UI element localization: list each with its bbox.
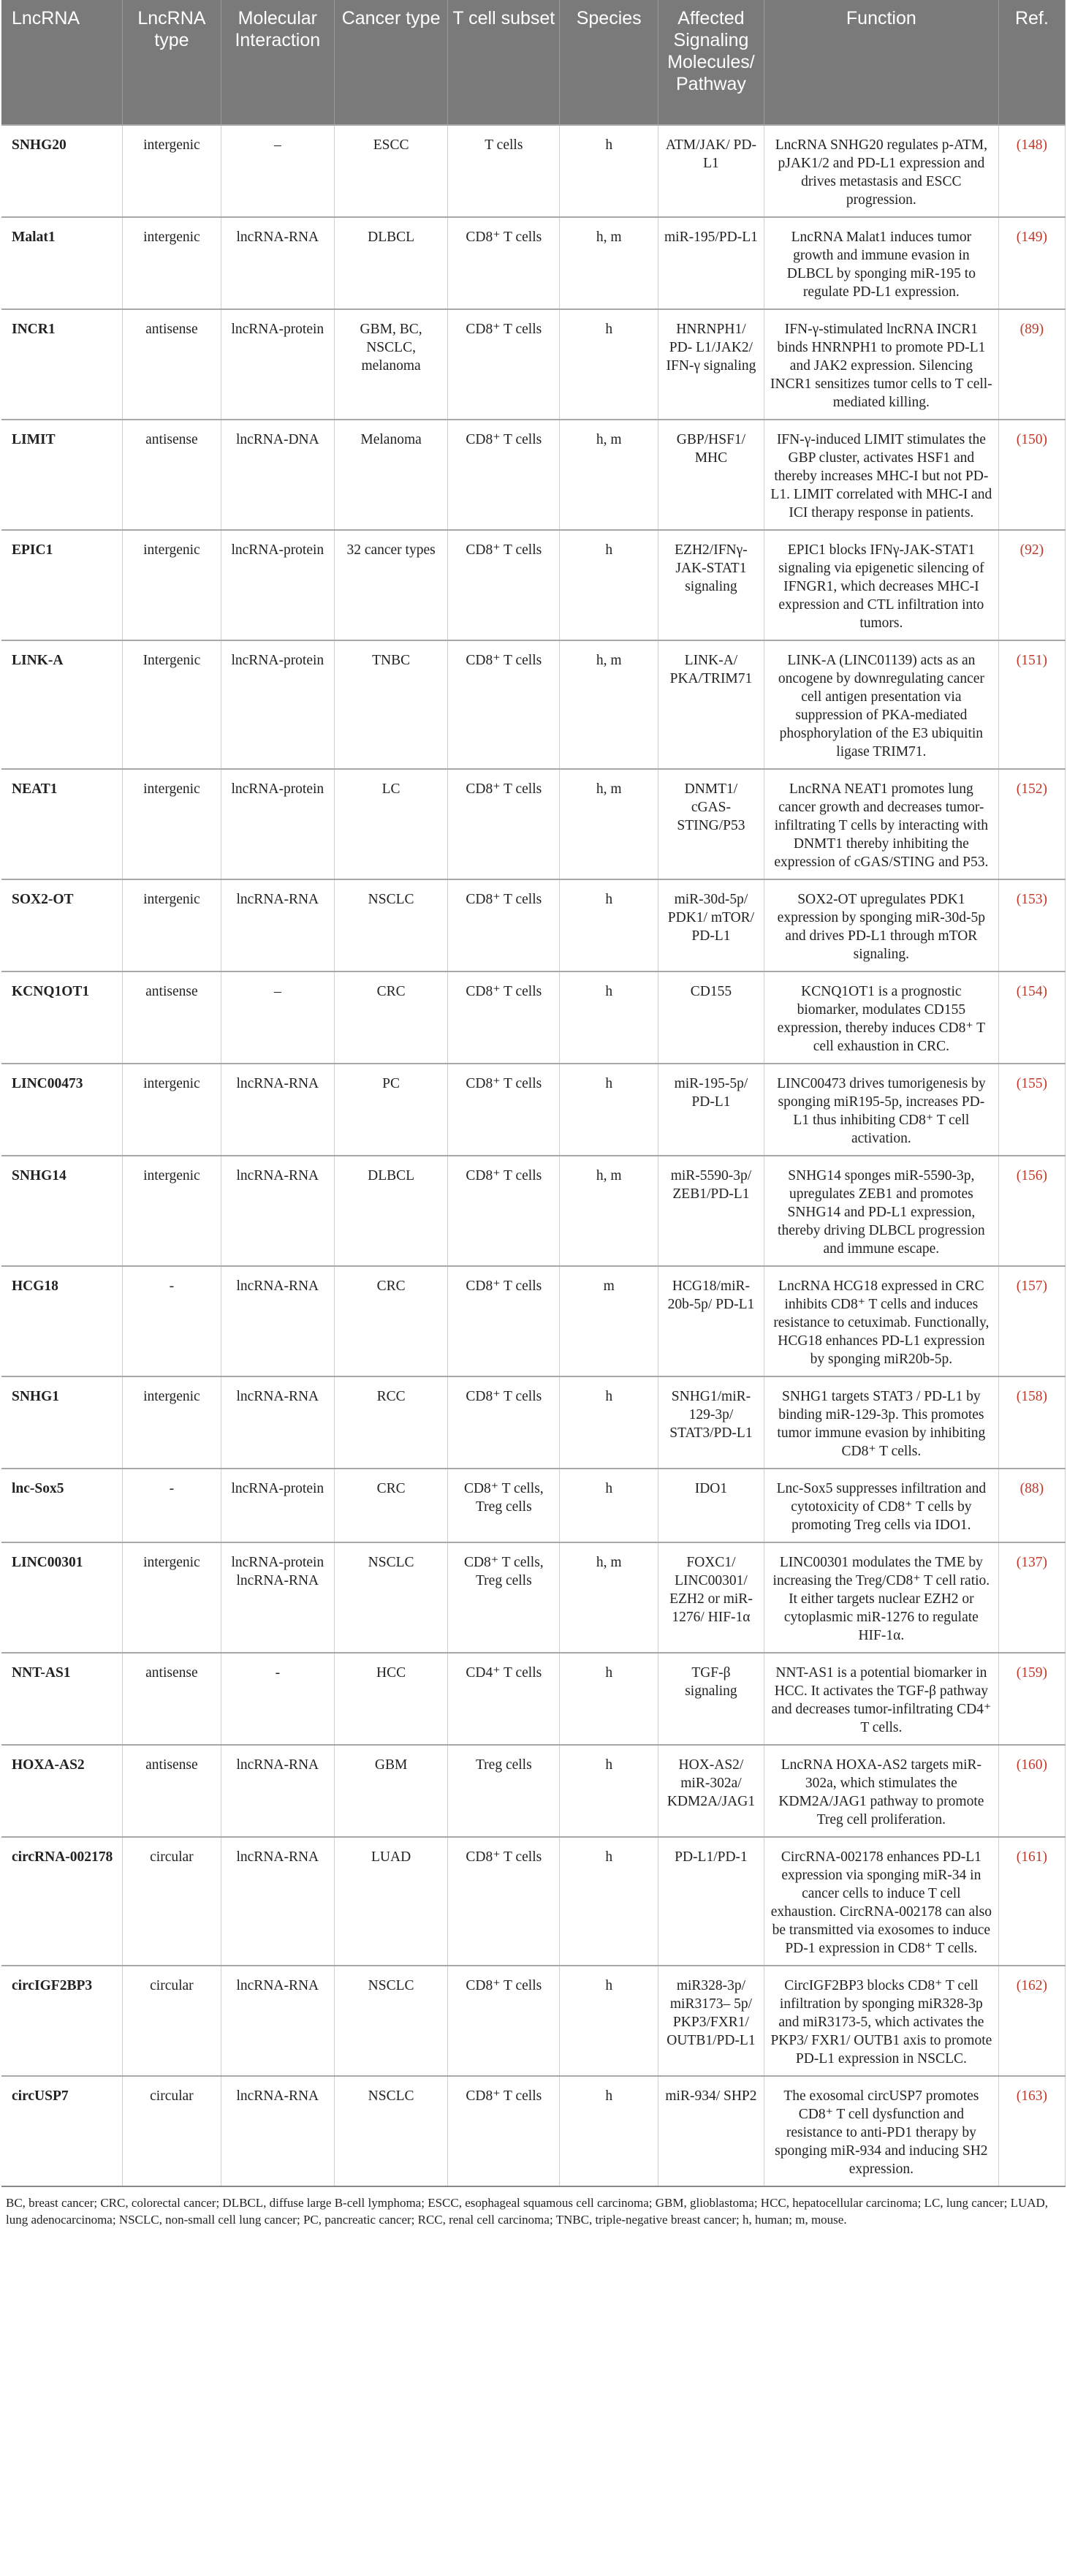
column-header: LncRNA type — [123, 0, 221, 125]
species-cell: h — [560, 1837, 658, 1966]
lncrna-type-cell: antisense — [123, 420, 221, 530]
table-body — [1, 125, 1066, 2186]
lncrna-type-cell: intergenic — [123, 217, 221, 309]
table-row — [1, 1837, 1066, 1966]
reference-link[interactable]: (137) — [998, 1542, 1065, 1653]
lncrna-type-cell: circular — [123, 2076, 221, 2186]
interaction-cell: lncRNA-RNA — [221, 1064, 334, 1156]
cancer-type-cell: CRC — [334, 1266, 447, 1376]
function-cell: KCNQ1OT1 is a prognostic biomarker, modulates CD155 expression, thereby induces CD8⁺ T cell exhaustion in CRC. — [764, 971, 998, 1064]
species-cell: h, m — [560, 420, 658, 530]
function-cell: LINK-A (LINC01139) acts as an oncogene by downregulating cancer cell antigen presentation via suppression of PKA-mediated phosphorylation of the E3 ubiquitin ligase TRIM71. — [764, 640, 998, 769]
reference-link[interactable]: (88) — [998, 1469, 1065, 1542]
function-cell: The exosomal circUSP7 promotes CD8⁺ T cell dysfunction and resistance to anti-PD1 therapy by sponging miR-934 and inducing SH2 expression. — [764, 2076, 998, 2186]
tcell-subset-cell: CD8⁺ T cells — [448, 2076, 560, 2186]
reference-link[interactable]: (155) — [998, 1064, 1065, 1156]
table-row — [1, 1653, 1066, 1745]
species-cell: h — [560, 309, 658, 420]
reference-link[interactable]: (92) — [998, 530, 1065, 640]
cancer-type-cell: LUAD — [334, 1837, 447, 1966]
interaction-cell: lncRNA-RNA — [221, 1156, 334, 1266]
species-cell: h — [560, 2076, 658, 2186]
table-row — [1, 879, 1066, 971]
table-row — [1, 1966, 1066, 2076]
lncrna-name-cell: LINC00473 — [1, 1064, 123, 1156]
pathway-cell: TGF-β signaling — [658, 1653, 764, 1745]
species-cell: h — [560, 1966, 658, 2076]
lncrna-name-cell: SNHG1 — [1, 1376, 123, 1469]
function-cell: SNHG1 targets STAT3 / PD-L1 by binding miR-129-3p. This promotes tumor immune evasion by inhibiting CD8⁺ T cells. — [764, 1376, 998, 1469]
function-cell: IFN-γ-stimulated lncRNA INCR1 binds HNRNPH1 to promote PD-L1 and JAK2 expression. Silencing INCR1 sensitizes tumor cells to T cell-mediated killing. — [764, 309, 998, 420]
cancer-type-cell: GBM, BC, NSCLC, melanoma — [334, 309, 447, 420]
column-header: Species — [560, 0, 658, 125]
cancer-type-cell: RCC — [334, 1376, 447, 1469]
cancer-type-cell: NSCLC — [334, 2076, 447, 2186]
interaction-cell: lncRNA-RNA — [221, 1837, 334, 1966]
lncrna-type-cell: circular — [123, 1837, 221, 1966]
reference-link[interactable]: (163) — [998, 2076, 1065, 2186]
interaction-cell: lncRNA-RNA — [221, 1966, 334, 2076]
tcell-subset-cell: CD8⁺ T cells — [448, 1376, 560, 1469]
interaction-cell: lncRNA-protein — [221, 530, 334, 640]
lncrna-name-cell: Malat1 — [1, 217, 123, 309]
tcell-subset-cell: CD8⁺ T cells — [448, 1156, 560, 1266]
table-row — [1, 1064, 1066, 1156]
cancer-type-cell: NSCLC — [334, 879, 447, 971]
table-row — [1, 125, 1066, 217]
reference-link[interactable]: (153) — [998, 879, 1065, 971]
function-cell: LncRNA HOXA-AS2 targets miR-302a, which stimulates the KDM2A/JAG1 pathway to promote Treg cell proliferation. — [764, 1745, 998, 1837]
pathway-cell: miR328-3p/ miR3173– 5p/ PKP3/FXR1/ OUTB1/PD-L1 — [658, 1966, 764, 2076]
pathway-cell: SNHG1/miR-129-3p/ STAT3/PD-L1 — [658, 1376, 764, 1469]
tcell-subset-cell: CD8⁺ T cells — [448, 530, 560, 640]
cancer-type-cell: DLBCL — [334, 1156, 447, 1266]
lncrna-name-cell: NEAT1 — [1, 769, 123, 879]
column-header: Ref. — [998, 0, 1065, 125]
lncrna-name-cell: EPIC1 — [1, 530, 123, 640]
tcell-subset-cell: CD4⁺ T cells — [448, 1653, 560, 1745]
cancer-type-cell: Melanoma — [334, 420, 447, 530]
species-cell: h, m — [560, 640, 658, 769]
reference-link[interactable]: (157) — [998, 1266, 1065, 1376]
table-row — [1, 1469, 1066, 1542]
species-cell: m — [560, 1266, 658, 1376]
cancer-type-cell: ESCC — [334, 125, 447, 217]
interaction-cell: lncRNA-RNA — [221, 1745, 334, 1837]
interaction-cell: lncRNA-RNA — [221, 2076, 334, 2186]
pathway-cell: ATM/JAK/ PD-L1 — [658, 125, 764, 217]
reference-link[interactable]: (150) — [998, 420, 1065, 530]
column-header: LncRNA — [1, 0, 123, 125]
table-header — [1, 0, 1066, 125]
species-cell: h — [560, 125, 658, 217]
pathway-cell: CD155 — [658, 971, 764, 1064]
interaction-cell: lncRNA-protein — [221, 1469, 334, 1542]
reference-link[interactable]: (161) — [998, 1837, 1065, 1966]
interaction-cell: lncRNA-DNA — [221, 420, 334, 530]
function-cell: CircIGF2BP3 blocks CD8⁺ T cell infiltration by sponging miR328-3p and miR3173-5, which activates the PKP3/ FXR1/ OUTB1 axis to promote PD-L1 expression in NSCLC. — [764, 1966, 998, 2076]
interaction-cell: - — [221, 1653, 334, 1745]
lncrna-type-cell: intergenic — [123, 1156, 221, 1266]
interaction-cell: lncRNA-RNA — [221, 217, 334, 309]
column-header: Cancer type — [334, 0, 447, 125]
tcell-subset-cell: CD8⁺ T cells — [448, 420, 560, 530]
lncrna-type-cell: Intergenic — [123, 640, 221, 769]
lncrna-type-cell: antisense — [123, 1745, 221, 1837]
table-row — [1, 217, 1066, 309]
lncrna-name-cell: HOXA-AS2 — [1, 1745, 123, 1837]
function-cell: LncRNA HCG18 expressed in CRC inhibits CD8⁺ T cells and induces resistance to cetuximab. Functionally, HCG18 enhances PD-L1 expression by sponging miR20b-5p. — [764, 1266, 998, 1376]
lncrna-type-cell: antisense — [123, 971, 221, 1064]
column-header: Affected Signaling Molecules/ Pathway — [658, 0, 764, 125]
cancer-type-cell: 32 cancer types — [334, 530, 447, 640]
species-cell: h — [560, 1064, 658, 1156]
pathway-cell: miR-30d-5p/ PDK1/ mTOR/ PD-L1 — [658, 879, 764, 971]
species-cell: h, m — [560, 1542, 658, 1653]
reference-link[interactable]: (160) — [998, 1745, 1065, 1837]
species-cell: h — [560, 1469, 658, 1542]
table-row — [1, 1542, 1066, 1653]
function-cell: LncRNA SNHG20 regulates p-ATM, pJAK1/2 and PD-L1 expression and drives metastasis and ESCC progression. — [764, 125, 998, 217]
pathway-cell: HCG18/miR-20b-5p/ PD-L1 — [658, 1266, 764, 1376]
tcell-subset-cell: CD8⁺ T cells, Treg cells — [448, 1542, 560, 1653]
table-row — [1, 2076, 1066, 2186]
lncrna-name-cell: SOX2-OT — [1, 879, 123, 971]
lncrna-name-cell: SNHG14 — [1, 1156, 123, 1266]
function-cell: LINC00301 modulates the TME by increasing the Treg/CD8⁺ T cell ratio. It either targets nuclear EZH2 or cytoplasmic miR-1276 to regulate HIF-1α. — [764, 1542, 998, 1653]
interaction-cell: lncRNA-RNA — [221, 1266, 334, 1376]
table-footnote: BC, breast cancer; CRC, colorectal cancer; DLBCL, diffuse large B-cell lymphoma; ESCC, esophageal squamous cell carcinoma; GBM, glioblastoma; HCC, hepatocellular carcinoma; LC, lung cancer; LUAD, lung adenocarcinoma; NSCLC, non-small cell lung cancer; PC, pancreatic cancer; RCC, renal cell carcinoma; TNBC, triple-negative breast cancer; h, human; m, mouse. — [6, 2196, 1049, 2227]
tcell-subset-cell: Treg cells — [448, 1745, 560, 1837]
cancer-type-cell: TNBC — [334, 640, 447, 769]
pathway-cell: miR-5590-3p/ ZEB1/PD-L1 — [658, 1156, 764, 1266]
interaction-cell: – — [221, 971, 334, 1064]
tcell-subset-cell: CD8⁺ T cells — [448, 879, 560, 971]
column-header: Molecular Interaction — [221, 0, 334, 125]
interaction-cell: – — [221, 125, 334, 217]
lncrna-name-cell: KCNQ1OT1 — [1, 971, 123, 1064]
pathway-cell: IDO1 — [658, 1469, 764, 1542]
tcell-subset-cell: CD8⁺ T cells — [448, 309, 560, 420]
interaction-cell: lncRNA-protein — [221, 309, 334, 420]
function-cell: Lnc-Sox5 suppresses infiltration and cytotoxicity of CD8⁺ T cells by promoting Treg cells via IDO1. — [764, 1469, 998, 1542]
pathway-cell: miR-195/PD-L1 — [658, 217, 764, 309]
reference-link[interactable]: (152) — [998, 769, 1065, 879]
species-cell: h — [560, 1745, 658, 1837]
tcell-subset-cell: CD8⁺ T cells — [448, 217, 560, 309]
species-cell: h — [560, 971, 658, 1064]
function-cell: SOX2-OT upregulates PDK1 expression by sponging miR-30d-5p and drives PD-L1 through mTOR signaling. — [764, 879, 998, 971]
tcell-subset-cell: CD8⁺ T cells — [448, 769, 560, 879]
lncrna-name-cell: NNT-AS1 — [1, 1653, 123, 1745]
species-cell: h, m — [560, 769, 658, 879]
lncrna-table — [1, 0, 1066, 2187]
tcell-subset-cell: CD8⁺ T cells — [448, 1966, 560, 2076]
species-cell: h — [560, 530, 658, 640]
interaction-cell: lncRNA-protein — [221, 640, 334, 769]
function-cell: IFN-γ-induced LIMIT stimulates the GBP cluster, activates HSF1 and thereby increases MHC-I but not PD-L1. LIMIT correlated with MHC-I and ICI therapy response in patients. — [764, 420, 998, 530]
lncrna-name-cell: HCG18 — [1, 1266, 123, 1376]
table-row — [1, 1266, 1066, 1376]
reference-link[interactable]: (149) — [998, 217, 1065, 309]
table-row — [1, 420, 1066, 530]
interaction-cell: lncRNA-RNA — [221, 879, 334, 971]
cancer-type-cell: HCC — [334, 1653, 447, 1745]
pathway-cell: DNMT1/ cGAS-STING/P53 — [658, 769, 764, 879]
lncrna-name-cell: LIMIT — [1, 420, 123, 530]
reference-link[interactable]: (156) — [998, 1156, 1065, 1266]
column-header: T cell subset — [448, 0, 560, 125]
pathway-cell: LINK-A/ PKA/TRIM71 — [658, 640, 764, 769]
lncrna-name-cell: circIGF2BP3 — [1, 1966, 123, 2076]
pathway-cell: HOX-AS2/ miR-302a/ KDM2A/JAG1 — [658, 1745, 764, 1837]
pathway-cell: PD-L1/PD-1 — [658, 1837, 764, 1966]
reference-link[interactable]: (159) — [998, 1653, 1065, 1745]
header-row — [1, 0, 1066, 125]
tcell-subset-cell: T cells — [448, 125, 560, 217]
reference-link[interactable]: (162) — [998, 1966, 1065, 2076]
lncrna-name-cell: LINC00301 — [1, 1542, 123, 1653]
tcell-subset-cell: CD8⁺ T cells — [448, 1837, 560, 1966]
lncrna-type-cell: intergenic — [123, 530, 221, 640]
function-cell: LINC00473 drives tumorigenesis by sponging miR195-5p, increases PD-L1 thus inhibiting CD8⁺ T cell activation. — [764, 1064, 998, 1156]
lncrna-type-cell: antisense — [123, 309, 221, 420]
species-cell: h — [560, 879, 658, 971]
table-row — [1, 1376, 1066, 1469]
table-row — [1, 640, 1066, 769]
lncrna-name-cell: INCR1 — [1, 309, 123, 420]
pathway-cell: GBP/HSF1/ MHC — [658, 420, 764, 530]
tcell-subset-cell: CD8⁺ T cells — [448, 1266, 560, 1376]
lncrna-type-cell: intergenic — [123, 769, 221, 879]
tcell-subset-cell: CD8⁺ T cells — [448, 1064, 560, 1156]
table-row — [1, 1156, 1066, 1266]
lncrna-type-cell: intergenic — [123, 1542, 221, 1653]
pathway-cell: miR-195-5p/ PD-L1 — [658, 1064, 764, 1156]
lncrna-type-cell: - — [123, 1469, 221, 1542]
cancer-type-cell: CRC — [334, 1469, 447, 1542]
table-row — [1, 1745, 1066, 1837]
table-row — [1, 530, 1066, 640]
function-cell: CircRNA-002178 enhances PD-L1 expression via sponging miR-34 in cancer cells to induce T cell exhaustion. CircRNA-002178 can also be transmitted via exosomes to induce PD-1 expression in CD8⁺ T cells. — [764, 1837, 998, 1966]
lncrna-name-cell: SNHG20 — [1, 125, 123, 217]
interaction-cell: lncRNA-RNA — [221, 1376, 334, 1469]
table-row — [1, 769, 1066, 879]
pathway-cell: miR-934/ SHP2 — [658, 2076, 764, 2186]
reference-link[interactable]: (89) — [998, 309, 1065, 420]
lncrna-type-cell: circular — [123, 1966, 221, 2076]
pathway-cell: FOXC1/ LINC00301/ EZH2 or miR-1276/ HIF-1α — [658, 1542, 764, 1653]
cancer-type-cell: NSCLC — [334, 1542, 447, 1653]
reference-link[interactable]: (148) — [998, 125, 1065, 217]
lncrna-name-cell: LINK-A — [1, 640, 123, 769]
species-cell: h — [560, 1653, 658, 1745]
column-header: Function — [764, 0, 998, 125]
pathway-cell: HNRNPH1/ PD- L1/JAK2/ IFN-γ signaling — [658, 309, 764, 420]
interaction-cell: lncRNA-protein lncRNA-RNA — [221, 1542, 334, 1653]
reference-link[interactable]: (154) — [998, 971, 1065, 1064]
function-cell: SNHG14 sponges miR-5590-3p, upregulates ZEB1 and promotes SNHG14 and PD-L1 expression, thereby driving DLBCL progression and immune escape. — [764, 1156, 998, 1266]
lncrna-type-cell: - — [123, 1266, 221, 1376]
lncrna-name-cell: circUSP7 — [1, 2076, 123, 2186]
species-cell: h, m — [560, 217, 658, 309]
table-row — [1, 309, 1066, 420]
lncrna-type-cell: antisense — [123, 1653, 221, 1745]
tcell-subset-cell: CD8⁺ T cells, Treg cells — [448, 1469, 560, 1542]
reference-link[interactable]: (158) — [998, 1376, 1065, 1469]
reference-link[interactable]: (151) — [998, 640, 1065, 769]
table-row — [1, 971, 1066, 1064]
species-cell: h, m — [560, 1156, 658, 1266]
function-cell: LncRNA Malat1 induces tumor growth and immune evasion in DLBCL by sponging miR-195 to regulate PD-L1 expression. — [764, 217, 998, 309]
lncrna-type-cell: intergenic — [123, 879, 221, 971]
lncrna-type-cell: intergenic — [123, 125, 221, 217]
tcell-subset-cell: CD8⁺ T cells — [448, 971, 560, 1064]
cancer-type-cell: LC — [334, 769, 447, 879]
interaction-cell: lncRNA-protein — [221, 769, 334, 879]
function-cell: LncRNA NEAT1 promotes lung cancer growth and decreases tumor-infiltrating T cells by interacting with DNMT1 thereby inhibiting the expression of cGAS/STING and P53. — [764, 769, 998, 879]
cancer-type-cell: PC — [334, 1064, 447, 1156]
species-cell: h — [560, 1376, 658, 1469]
cancer-type-cell: NSCLC — [334, 1966, 447, 2076]
function-cell: EPIC1 blocks IFNγ-JAK-STAT1 signaling via epigenetic silencing of IFNGR1, which decreases MHC-I expression and CTL infiltration into tumors. — [764, 530, 998, 640]
pathway-cell: EZH2/IFNγ-JAK-STAT1 signaling — [658, 530, 764, 640]
cancer-type-cell: DLBCL — [334, 217, 447, 309]
cancer-type-cell: GBM — [334, 1745, 447, 1837]
cancer-type-cell: CRC — [334, 971, 447, 1064]
lncrna-name-cell: circRNA-002178 — [1, 1837, 123, 1966]
lncrna-name-cell: lnc-Sox5 — [1, 1469, 123, 1542]
tcell-subset-cell: CD8⁺ T cells — [448, 640, 560, 769]
lncrna-type-cell: intergenic — [123, 1064, 221, 1156]
function-cell: NNT-AS1 is a potential biomarker in HCC. It activates the TGF-β pathway and decreases tumor-infiltrating CD4⁺ T cells. — [764, 1653, 998, 1745]
lncrna-type-cell: intergenic — [123, 1376, 221, 1469]
